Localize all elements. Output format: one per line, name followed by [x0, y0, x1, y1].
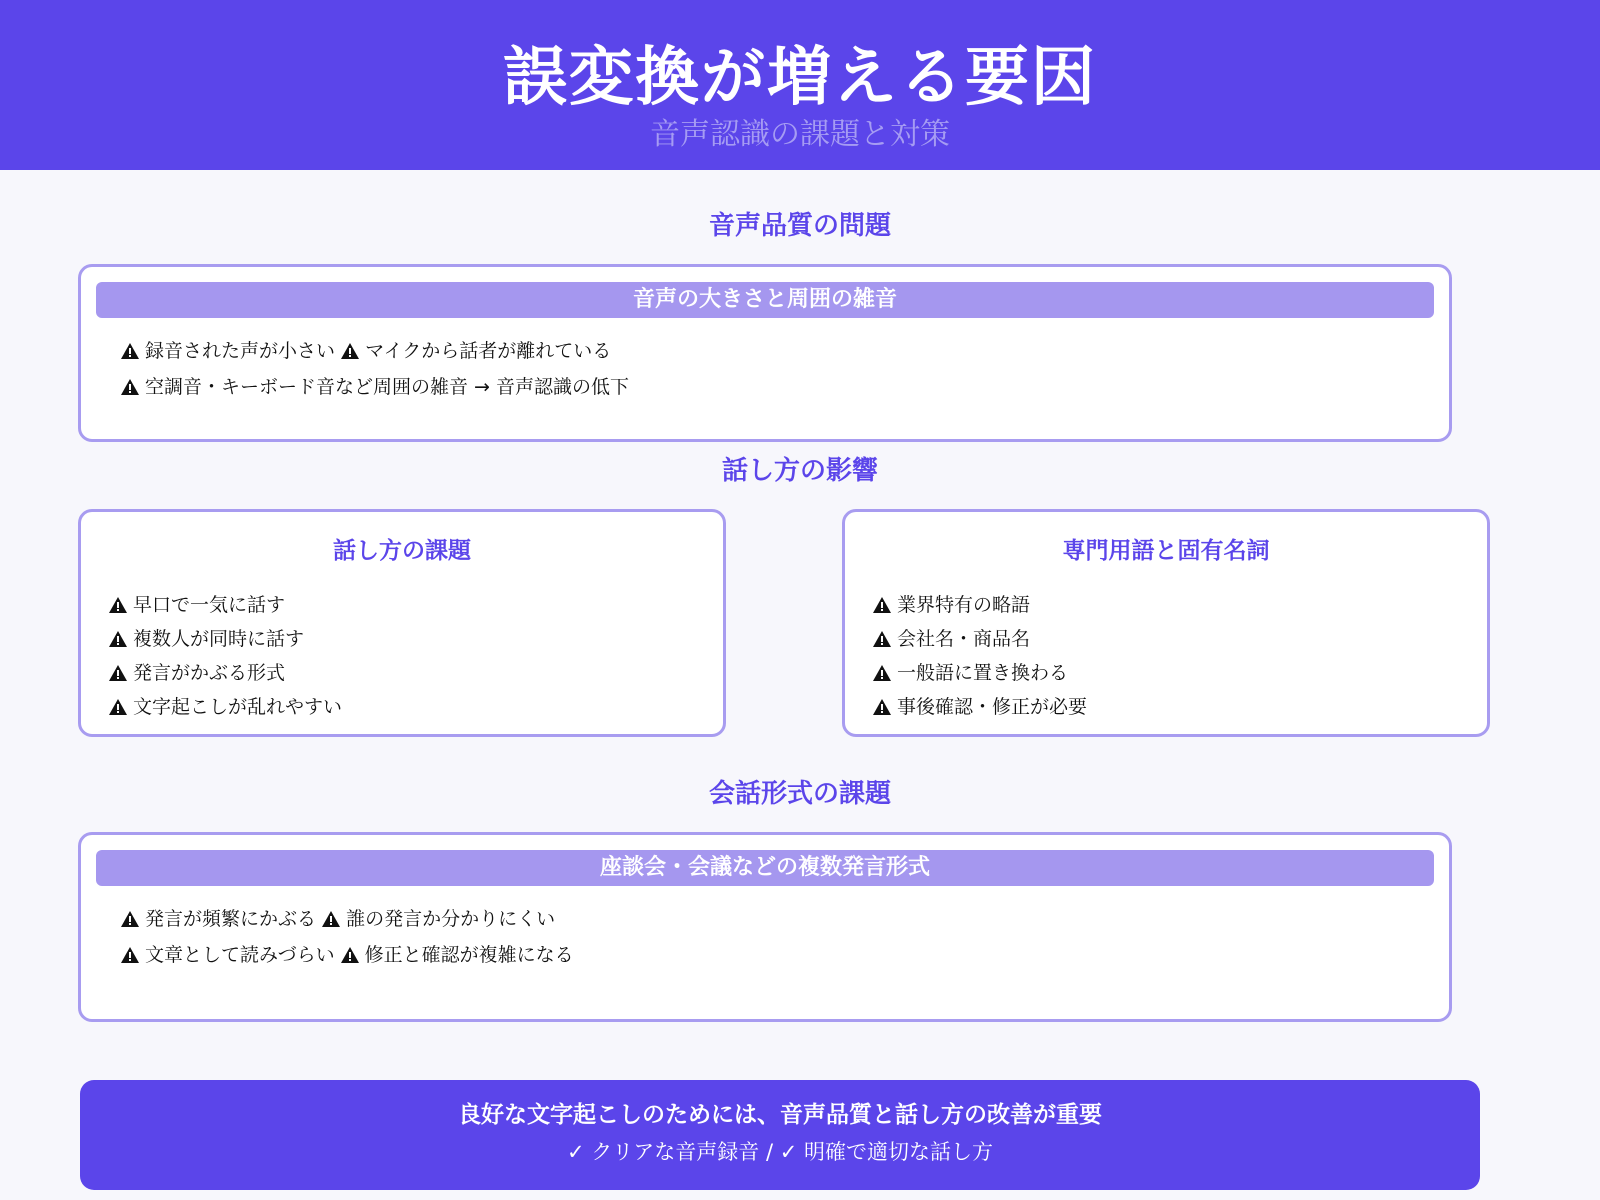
list-item-text: 早口で一気に話す: [133, 594, 286, 616]
conversation-item: 誰の発言か分かりにくい: [346, 908, 556, 930]
list-item: [109, 622, 342, 656]
audio-card: [78, 264, 1452, 442]
warning-icon: [873, 699, 891, 715]
warning-icon: [121, 379, 139, 395]
warning-icon: [322, 911, 340, 927]
list-item-text: 複数人が同時に話す: [133, 628, 305, 650]
list-item: [873, 690, 1087, 724]
conversation-line-1: [121, 905, 555, 933]
warning-icon: [109, 631, 127, 647]
list-item-text: 一般語に置き換わる: [897, 662, 1069, 684]
audio-line-1: [121, 337, 611, 365]
audio-line-2: [121, 373, 629, 401]
speaking-style-list: [109, 588, 342, 724]
list-item-text: 文字起こしが乱れやすい: [133, 696, 343, 718]
summary-main: 良好な文字起こしのためには、音声品質と話し方の改善が重要: [458, 1102, 1102, 1128]
list-item-text: 会社名・商品名: [897, 628, 1031, 650]
audio-item: 空調音・キーボード音など周囲の雑音 → 音声認識の低下: [145, 376, 630, 398]
header: [0, 0, 1600, 170]
section-title-speaking: 話し方の影響: [721, 456, 878, 486]
list-item: [109, 690, 342, 724]
speaking-style-card: [78, 509, 726, 737]
page-subtitle: 音声認識の課題と対策: [650, 117, 950, 152]
conversation-card: [78, 832, 1452, 1022]
audio-banner: 音声の大きさと周囲の雑音: [96, 282, 1434, 318]
warning-icon: [109, 699, 127, 715]
speaking-style-title: 話し方の課題: [333, 538, 471, 564]
warning-icon: [109, 597, 127, 613]
conversation-line-2: [121, 941, 574, 969]
conversation-item: 文章として読みづらい: [145, 944, 335, 966]
list-item: [109, 656, 342, 690]
warning-icon: [109, 665, 127, 681]
list-item: [109, 588, 342, 622]
terminology-list: [873, 588, 1087, 724]
page-title: 誤変換が増える要因: [503, 41, 1097, 115]
conversation-banner: 座談会・会議などの複数発言形式: [96, 850, 1434, 886]
warning-icon: [873, 631, 891, 647]
section-title-audio: 音声品質の問題: [708, 211, 891, 241]
warning-icon: [341, 947, 359, 963]
terminology-card: [842, 509, 1490, 737]
summary-sub: ✓ クリアな音声録音 / ✓ 明確で適切な話し方: [567, 1140, 993, 1164]
warning-icon: [121, 911, 139, 927]
warning-icon: [873, 665, 891, 681]
list-item-text: 業界特有の略語: [897, 594, 1031, 616]
terminology-title: 専門用語と固有名詞: [1062, 538, 1270, 564]
list-item: [873, 622, 1087, 656]
conversation-item: 修正と確認が複雑になる: [364, 944, 574, 966]
audio-item: 録音された声が小さい: [145, 340, 336, 362]
conversation-item: 発言が頻繁にかぶる: [145, 908, 317, 930]
summary-banner: [80, 1080, 1480, 1190]
warning-icon: [873, 597, 891, 613]
list-item-text: 発言がかぶる形式: [133, 662, 286, 684]
audio-item: マイクから話者が離れている: [365, 340, 612, 362]
list-item: [873, 656, 1087, 690]
list-item-text: 事後確認・修正が必要: [897, 696, 1088, 718]
warning-icon: [121, 947, 139, 963]
warning-icon: [341, 343, 359, 359]
warning-icon: [121, 343, 139, 359]
section-title-conversation: 会話形式の課題: [708, 779, 891, 809]
list-item: [873, 588, 1087, 622]
